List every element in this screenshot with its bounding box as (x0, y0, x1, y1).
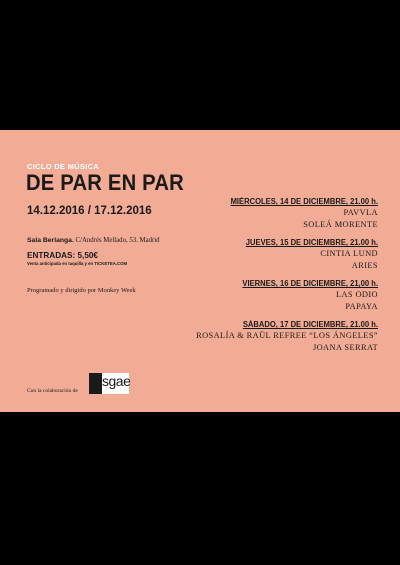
schedule-day-heading: JUEVES, 15 DE DICIEMBRE, 21.00 h. (245, 238, 378, 247)
schedule-day-block (148, 237, 378, 272)
schedule-day-block (148, 278, 378, 313)
organizer-credit: Programado y dirigido por Monkey Week (27, 287, 136, 294)
ticket-price: ENTRADAS: 5,50€ (27, 251, 98, 260)
artist-name: PAVVLA (343, 208, 378, 217)
artist-name: JOANA SERRAT (312, 343, 378, 352)
sgae-logo-mark (89, 373, 102, 394)
concert-schedule (148, 196, 378, 360)
venue-line (27, 237, 160, 244)
sgae-logo-text: sgae (102, 373, 131, 389)
collaboration-label: Con la colaboración de (27, 388, 78, 394)
venue-name: Sala Berlanga. (27, 237, 74, 244)
poster-title: DE PAR EN PAR (26, 170, 184, 195)
artist-name: ROSALÍA & RAÜL REFREE “LOS ÁNGELES” (196, 331, 378, 340)
event-poster (0, 130, 400, 412)
artist-name: LAS ODIO (335, 290, 378, 299)
schedule-day-heading: VIERNES, 16 DE DICIEMBRE, 21,00 h. (242, 279, 378, 288)
ticket-sales-note: Venta anticipada en taquilla y en TICKETEA.COM (27, 261, 128, 266)
date-range: 14.12.2016 / 17.12.2016 (27, 205, 152, 217)
artist-name: PAPAYA (345, 302, 378, 311)
artist-name: ARIES (351, 261, 378, 270)
schedule-day-heading: MIÉRCOLES, 14 DE DICIEMBRE, 21.00 h. (230, 197, 378, 206)
schedule-day-block (148, 319, 378, 354)
artist-name: CINTIA LUND (320, 249, 378, 258)
artist-name: SOLEÁ MORENTE (303, 220, 378, 229)
schedule-day-heading: SÁBADO, 17 DE DICIEMBRE, 21.00 h. (242, 320, 378, 329)
venue-address: C/Andrés Mellado, 53. Madrid (73, 237, 160, 244)
sgae-logo (89, 373, 129, 394)
schedule-day-block (148, 196, 378, 231)
cycle-label: CICLO DE MÚSICA (27, 162, 99, 171)
